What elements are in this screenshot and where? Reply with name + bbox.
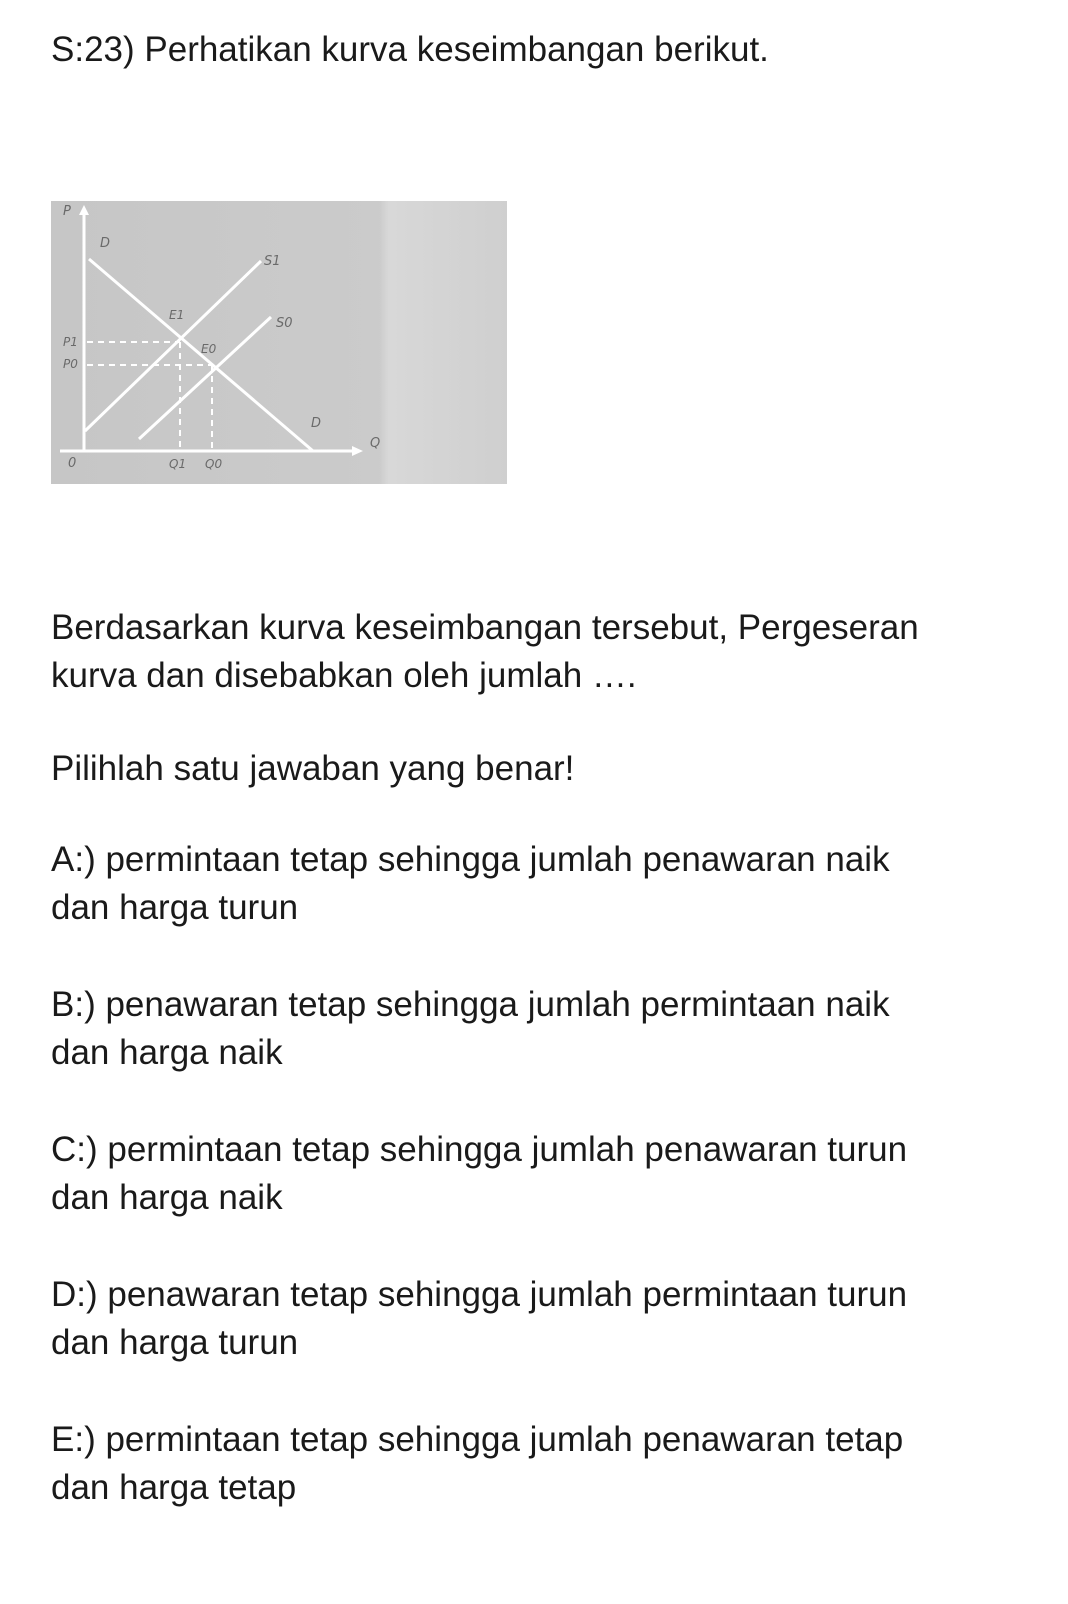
axis-p-label: P <box>63 204 71 219</box>
option-d-line-2: dan harga turun <box>51 1323 299 1362</box>
price-p1-label: P1 <box>63 335 78 349</box>
question-stem-line-1: Berdasarkan kurva keseimbangan tersebut, Pergeseran <box>51 608 919 647</box>
axis-q-label: Q <box>370 436 381 451</box>
option-a-line-2: dan harga turun <box>51 888 299 927</box>
option-b-line-1: B:) penawaran tetap sehingga jumlah permintaan naik <box>51 985 890 1024</box>
option-c-line-2: dan harga naik <box>51 1178 283 1217</box>
option-c-line-1: C:) permintaan tetap sehingga jumlah penawaran turun <box>51 1130 908 1169</box>
option-e-line-1: E:) permintaan tetap sehingga jumlah penawaran tetap <box>51 1420 904 1459</box>
question-title: S:23) Perhatikan kurva keseimbangan berikut. <box>51 30 769 69</box>
origin-label: 0 <box>68 456 77 471</box>
demand-bottom-label: D <box>311 416 322 431</box>
instruction-text: Pilihlah satu jawaban yang benar! <box>51 749 575 788</box>
eq-e1-label: E1 <box>169 308 185 322</box>
supply-s0-label: S0 <box>276 316 293 331</box>
option-e-line-2: dan harga tetap <box>51 1468 297 1507</box>
graph-background <box>51 201 507 484</box>
qty-q1-label: Q1 <box>169 457 187 471</box>
demand-top-label: D <box>100 236 111 251</box>
equilibrium-graph-svg <box>51 201 507 484</box>
qty-q0-label: Q0 <box>205 457 223 471</box>
equilibrium-graph-image <box>51 201 507 484</box>
supply-s1-label: S1 <box>264 254 281 269</box>
option-d-line-1: D:) penawaran tetap sehingga jumlah permintaan turun <box>51 1275 908 1314</box>
price-p0-label: P0 <box>63 357 78 371</box>
option-b-line-2: dan harga naik <box>51 1033 283 1072</box>
option-a-line-1: A:) permintaan tetap sehingga jumlah penawaran naik <box>51 840 890 879</box>
question-stem-line-2: kurva dan disebabkan oleh jumlah …. <box>51 656 637 695</box>
eq-e0-label: E0 <box>201 342 217 356</box>
